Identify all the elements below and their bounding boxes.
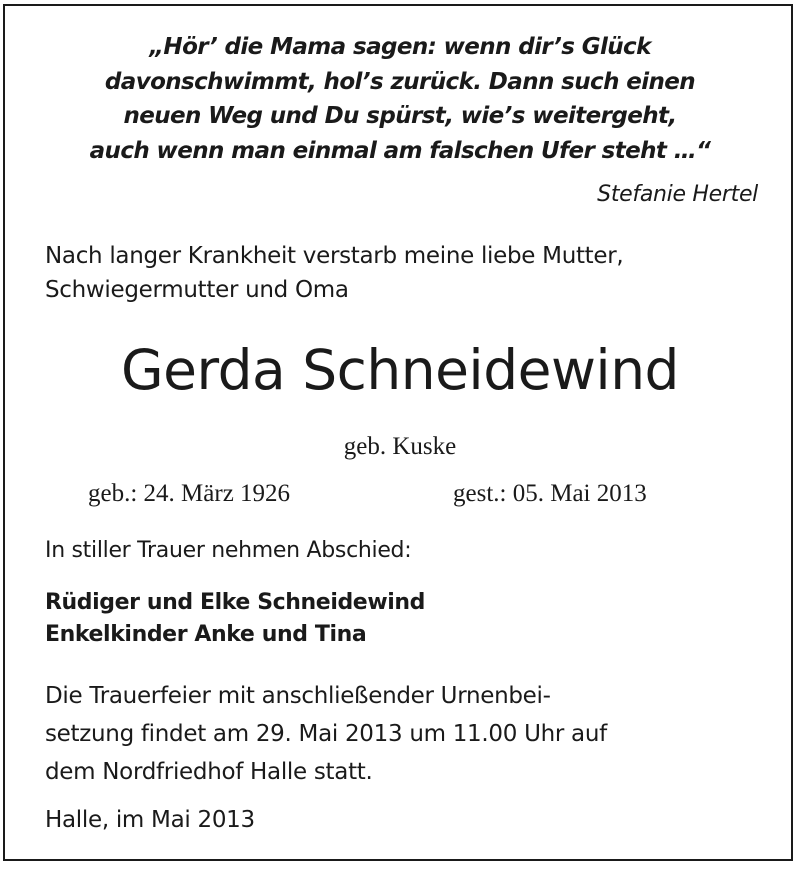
birth-date: geb.: 24. März 1926: [88, 480, 291, 507]
quote-author: Stefanie Hertel: [597, 182, 758, 207]
place-date: Halle, im Mai 2013: [45, 807, 255, 833]
service-line: Die Trauerfeier mit anschließender Urnenbei-: [45, 683, 551, 709]
mourning-heading: In stiller Trauer nehmen Abschied:: [45, 538, 412, 563]
intro-text: [45, 240, 623, 307]
death-date: gest.: 05. Mai 2013: [453, 480, 647, 507]
intro-line: Nach langer Krankheit verstarb meine liebe Mutter,: [45, 243, 624, 269]
quote-line: davonschwimmt, hol’s zurück. Dann such einen: [104, 68, 696, 95]
mourner-name: Enkelkinder Anke und Tina: [45, 622, 367, 647]
quote-line: „Hör’ die Mama sagen: wenn dir’s Glück: [149, 34, 651, 60]
intro-line: Schwiegermutter und Oma: [45, 276, 349, 303]
quote-line: neuen Weg und Du spürst, wie’s weitergeht,: [123, 103, 677, 129]
service-info: [45, 677, 607, 791]
deceased-name: Gerda Schneidewind: [121, 338, 679, 402]
mourners-list: [45, 587, 425, 651]
mourner-name: Rüdiger und Elke Schneidewind: [45, 590, 426, 615]
quote-line: auch wenn man einmal am falschen Ufer steht …“: [89, 137, 711, 164]
service-line: setzung findet am 29. Mai 2013 um 11.00 Uhr auf: [45, 721, 607, 747]
service-line: dem Nordfriedhof Halle statt.: [45, 759, 373, 785]
birth-name: geb. Kuske: [343, 433, 457, 460]
quote-block: [0, 30, 800, 168]
